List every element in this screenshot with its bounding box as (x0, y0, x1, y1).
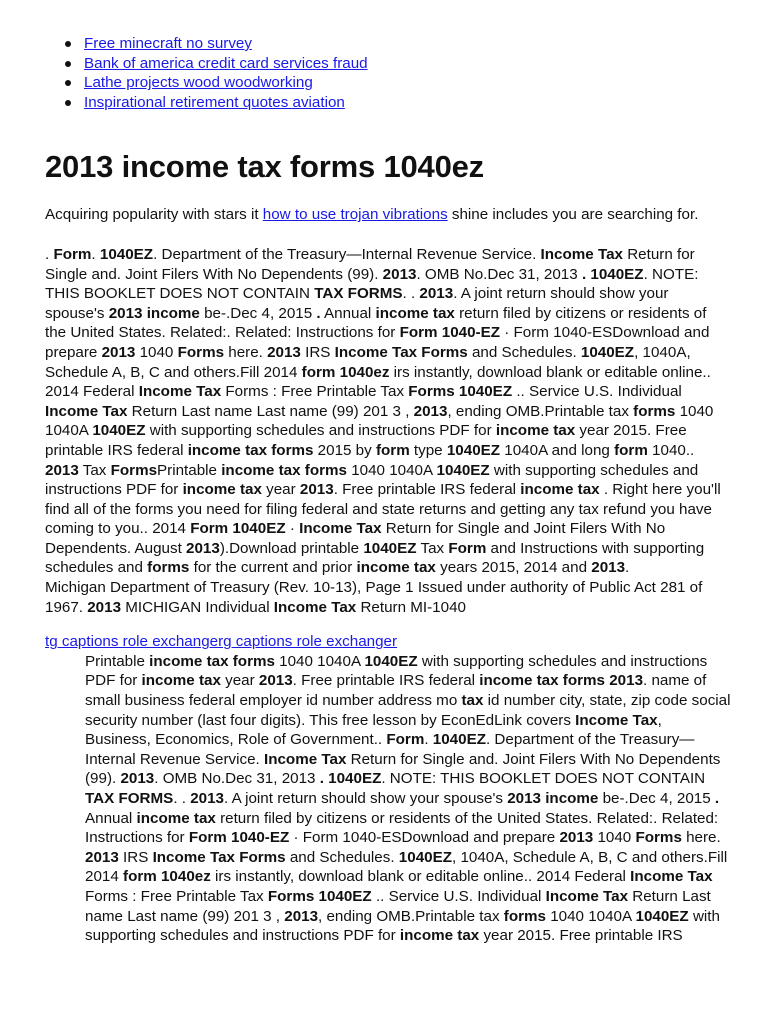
text-run: Return for Single and Joint Filers With No Dependents. August (45, 520, 666, 557)
list-item (84, 54, 731, 74)
text-run: Return for Single and. Joint Filers With No Dependents (99). (85, 750, 721, 788)
bold-keyword: form (614, 441, 648, 459)
bold-keyword: 2013 (258, 672, 293, 690)
text-run: , 1040A, Schedule A, B, C and others.Fill 2014 (45, 343, 691, 381)
text-run: , 1040A, Schedule A, B, C and others.Fill 2014 (85, 848, 728, 886)
text-run: . . (173, 790, 191, 807)
text-run: . Department of the Treasury—Internal Revenue Service. (153, 245, 541, 263)
bold-keyword: income tax (356, 559, 436, 577)
text-run: . Free printable IRS federal (292, 672, 480, 690)
intro-text: shine includes you are searching for. (447, 206, 699, 224)
text-run: · (285, 520, 300, 538)
list-item (84, 73, 731, 93)
bold-keyword: Income Tax (575, 711, 658, 729)
intro-paragraph (45, 205, 731, 225)
text-run: Forms : Free Printable Tax (85, 887, 268, 905)
bold-keyword: 1040EZ (99, 245, 154, 263)
bold-keyword: 2013 income (108, 304, 200, 322)
text-run: 1040A and long (500, 441, 615, 459)
bold-keyword: Income Tax (540, 245, 623, 263)
text-run: 2015 by (313, 441, 376, 459)
text-run: IRS (118, 848, 153, 866)
related-link[interactable]: Free minecraft no survey (84, 35, 252, 52)
text-run: . OMB No.Dec 31, 2013 (154, 770, 320, 788)
bold-keyword: Forms (110, 461, 158, 479)
text-run: . name of small business federal employer id number address mo (85, 672, 707, 710)
text-run: . . (402, 285, 420, 303)
text-run: Printable (157, 461, 222, 479)
bold-keyword: Income Tax (45, 402, 128, 420)
bold-keyword: income tax (141, 672, 221, 690)
body-paragraph-tail (45, 578, 731, 617)
list-item (84, 93, 731, 113)
bold-keyword: income tax (399, 927, 480, 945)
bold-keyword: income tax forms (221, 461, 347, 479)
bold-keyword: 2013 income (507, 790, 599, 807)
text-run: irs instantly, download blank or editable online.. 2014 Federal (45, 363, 711, 401)
related-link[interactable]: Bank of america credit card services fraud (84, 54, 368, 72)
bold-keyword: Form (53, 245, 92, 263)
bold-keyword: 2013 (591, 559, 626, 577)
document-page (45, 34, 731, 946)
section-link[interactable]: tg captions role exchangerg captions role exchanger (45, 633, 398, 651)
bold-keyword: Income Tax (545, 887, 629, 905)
text-run: 1040 (593, 829, 636, 847)
text-run: year (261, 481, 300, 499)
text-run: return filed by citizens or residents of the United States. Related:. Related: Instructions for (85, 809, 719, 847)
text-run: . Right here you'll find all of the forms you need for filing federal and state returns and getting any tax refund you have coming to you.. 2014 (45, 481, 721, 538)
bold-keyword: 2013 (186, 539, 220, 557)
text-run: MICHIGAN Individual (121, 598, 274, 616)
intro-text: Acquiring popularity with stars it (45, 206, 263, 224)
bold-keyword: Forms 1040EZ (408, 383, 513, 401)
bold-keyword: TAX FORMS (314, 285, 403, 303)
bold-keyword: Income Tax (273, 598, 357, 616)
bold-keyword: Forms 1040EZ (267, 887, 372, 905)
bold-keyword: TAX FORMS (85, 790, 174, 807)
bold-keyword: 1040EZ (398, 848, 452, 866)
bold-keyword: 2013 (120, 770, 155, 788)
text-run: type (409, 441, 447, 459)
bold-keyword: 2013 (413, 402, 448, 420)
bold-keyword: 2013 (101, 343, 136, 361)
bold-keyword: . 1040EZ (319, 770, 382, 788)
bold-keyword: 1040EZ (363, 539, 417, 557)
bold-keyword: 2013 (85, 848, 119, 866)
text-run: .. Service U.S. Individual (371, 887, 546, 905)
text-run: 1040 1040A (545, 907, 636, 925)
text-run: . Free printable IRS federal (333, 481, 521, 499)
bold-keyword: Form 1040-EZ (188, 829, 290, 847)
text-run: , ending OMB.Printable tax (318, 907, 504, 925)
text-run: .. Service U.S. Individual (512, 383, 682, 401)
bold-keyword: 2013 (87, 598, 122, 616)
bold-keyword: 2013 (190, 790, 224, 807)
bold-keyword: 2013 (609, 672, 644, 690)
text-run: Return for Single and. Joint Filers With No Dependents (99). (45, 245, 695, 283)
bold-keyword: form (375, 441, 410, 459)
bold-keyword: 2013 (299, 481, 334, 499)
text-run: , ending OMB.Printable tax (447, 402, 634, 420)
bold-keyword: form 1040ez (301, 363, 390, 381)
text-run: and Instructions with supporting schedules and (45, 539, 705, 577)
bold-keyword: 2013 (267, 343, 301, 361)
page-title: 2013 income tax forms 1040ez (45, 149, 484, 185)
text-run: return filed by citizens or residents of the United States. Related:. Related: Instructions for (45, 304, 707, 342)
bold-keyword: income tax (136, 809, 216, 827)
bold-keyword: Income Tax Forms (334, 343, 468, 361)
bold-keyword: Forms (177, 343, 225, 361)
related-links-list (45, 34, 731, 112)
text-run: 1040 1040A (346, 461, 437, 479)
text-run: Return Last name Last name (99) 201 3 , (127, 402, 414, 420)
text-run: for the current and prior (189, 559, 357, 577)
text-run: . Department of the Treasury—Internal Revenue Service. (85, 731, 695, 768)
bold-keyword: 2013 (284, 907, 319, 925)
text-run: . OMB No.Dec 31, 2013 (416, 265, 582, 283)
text-run: with supporting schedules and instructions PDF for (145, 422, 496, 440)
text-run: 1040 1040A (274, 652, 365, 670)
bold-keyword: forms (633, 402, 676, 420)
bold-keyword: 1040EZ (446, 441, 501, 459)
text-run: ).Download printable (219, 539, 364, 557)
text-run: and Schedules. (467, 343, 581, 361)
body-paragraph (45, 245, 731, 578)
text-run: Printable (85, 652, 150, 670)
text-run: year 2015. Free printable IRS (479, 927, 683, 945)
bold-keyword: 1040EZ (364, 652, 418, 670)
text-run: . (45, 245, 54, 263)
text-run: . (625, 559, 630, 577)
bold-keyword: Income Tax (630, 868, 713, 886)
text-run: years 2015, 2014 and (435, 559, 592, 577)
bold-keyword: 1040EZ (580, 343, 635, 361)
text-run: · Form 1040-ESDownload and prepare (289, 829, 560, 847)
bold-keyword: income tax (375, 304, 455, 322)
text-run: with supporting schedules and instructions PDF for (45, 461, 699, 499)
bold-keyword: Form (448, 539, 487, 557)
related-link[interactable]: Inspirational retirement quotes aviation (84, 93, 345, 111)
text-run: Tax (78, 461, 111, 479)
bold-keyword: . 1040EZ (581, 265, 644, 283)
bold-keyword: form 1040ez (123, 868, 211, 886)
bold-keyword: income tax forms (479, 672, 605, 690)
list-item (84, 34, 731, 54)
bold-keyword: 1040EZ (436, 461, 490, 479)
bold-keyword: income tax (182, 481, 262, 499)
bold-keyword: 1040EZ (635, 907, 689, 925)
text-run: with supporting schedules and instructions PDF for (85, 907, 720, 945)
text-run: . (91, 245, 100, 263)
indented-paragraph (45, 652, 731, 946)
text-run: Tax (416, 539, 449, 557)
text-run: Annual (85, 809, 137, 827)
text-run: Michigan Department of Treasury (Rev. 10-13), Page 1 Issued under authority of Public Act 281 of 1967. (45, 579, 703, 616)
bold-keyword: Income Tax (299, 520, 382, 538)
text-run: Annual (320, 304, 376, 322)
bold-keyword: Form 1040EZ (190, 520, 286, 538)
text-run: year (220, 672, 259, 690)
text-run: 1040 (135, 343, 178, 361)
bold-keyword: income tax (495, 422, 576, 440)
text-run: IRS (300, 343, 335, 361)
text-run: Return Last name Last name (99) 201 3 , (85, 887, 711, 925)
text-run: . (424, 731, 433, 749)
bold-keyword: Forms (635, 829, 682, 847)
text-run: Forms : Free Printable Tax (221, 383, 409, 401)
text-run: 1040 1040A (45, 402, 714, 440)
bold-keyword: 2013 (559, 829, 594, 847)
text-run: year 2015. Free printable IRS federal (45, 422, 687, 459)
bold-keyword: forms (503, 907, 546, 925)
bold-keyword: 2013 (419, 285, 454, 303)
text-run: be-.Dec 4, 2015 (199, 304, 317, 322)
bold-keyword: Form (386, 731, 425, 749)
bold-keyword: income tax (520, 481, 600, 499)
bold-keyword: . (316, 304, 321, 322)
bold-keyword: Income Tax (263, 750, 347, 768)
text-run: 1040.. (647, 441, 695, 459)
bold-keyword: Income Tax (138, 383, 222, 401)
bold-keyword: income tax forms (149, 652, 275, 670)
inline-link[interactable]: how to use trojan vibrations (262, 206, 448, 224)
bold-keyword: tax (461, 692, 484, 710)
bold-keyword: Form 1040-EZ (399, 324, 501, 342)
bold-keyword: 1040EZ (432, 731, 486, 749)
bold-keyword: 2013 (382, 265, 417, 283)
related-link[interactable]: Lathe projects wood woodworking (84, 74, 313, 92)
bold-keyword: 1040EZ (92, 422, 146, 440)
text-run: here. (224, 343, 268, 361)
text-run: . A joint return should show your spouse's (224, 790, 508, 807)
text-run: . NOTE: THIS BOOKLET DOES NOT CONTAIN (45, 265, 699, 303)
text-run: Return MI-1040 (356, 598, 466, 616)
text-run: . A joint return should show your spouse's (45, 285, 669, 322)
text-run: irs instantly, download blank or editable online.. 2014 Federal (210, 868, 631, 886)
text-run: and Schedules. (285, 848, 399, 866)
text-run: with supporting schedules and instructions PDF for (85, 652, 708, 690)
text-run: , Business, Economics, Role of Government.. (85, 711, 662, 749)
bold-keyword: income tax forms (187, 441, 314, 459)
text-run: id number city, state, zip code social security number (last four digits). This free lesson by EconEdLink covers (85, 692, 731, 729)
bold-keyword: Income Tax Forms (152, 848, 286, 866)
text-run: here. (681, 829, 721, 847)
text-run: · Form 1040-ESDownload and prepare (45, 324, 710, 361)
text-run: . NOTE: THIS BOOKLET DOES NOT CONTAIN (381, 770, 706, 788)
bold-keyword: . (714, 790, 720, 807)
bold-keyword: forms (147, 559, 190, 577)
text-run: be-.Dec 4, 2015 (598, 790, 715, 807)
bold-keyword: 2013 (45, 461, 79, 479)
